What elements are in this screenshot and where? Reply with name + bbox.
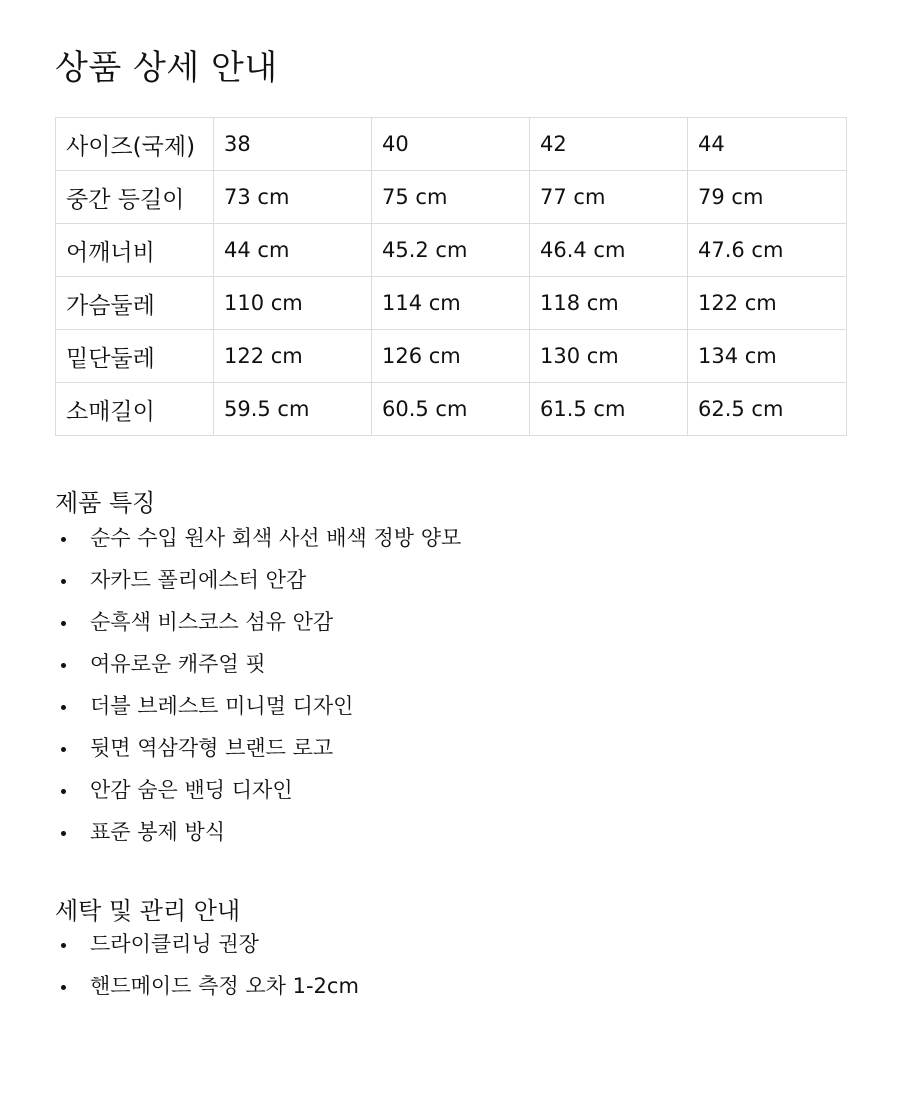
size-table-cell: 42 bbox=[530, 118, 688, 171]
list-item bbox=[55, 811, 845, 853]
bullet-dot-icon bbox=[61, 747, 66, 752]
size-table-row-label: 사이즈(국제) bbox=[56, 118, 214, 171]
size-table-cell: 134 cm bbox=[688, 330, 847, 383]
size-table-cell: 40 bbox=[372, 118, 530, 171]
page-title: 상품 상세 안내 bbox=[55, 48, 278, 88]
size-table-row bbox=[56, 118, 847, 171]
size-table-row-label: 어깨너비 bbox=[56, 224, 214, 277]
size-table-cell: 75 cm bbox=[372, 171, 530, 224]
size-table-row bbox=[56, 171, 847, 224]
size-table-row-label: 중간 등길이 bbox=[56, 171, 214, 224]
size-table-row bbox=[56, 383, 847, 436]
list-item-text: 드라이클리닝 권장 bbox=[90, 932, 259, 956]
bullet-dot-icon bbox=[61, 943, 66, 948]
size-table-cell: 38 bbox=[214, 118, 372, 171]
list-item bbox=[55, 643, 845, 685]
bullet-dot-icon bbox=[61, 705, 66, 710]
list-item-text: 순수 수입 원사 회색 사선 배색 정방 양모 bbox=[90, 526, 462, 550]
size-table-row-label: 소매길이 bbox=[56, 383, 214, 436]
list-item-text: 안감 숨은 밴딩 디자인 bbox=[90, 778, 293, 802]
list-item bbox=[55, 727, 845, 769]
list-item-text: 뒷면 역삼각형 브랜드 로고 bbox=[90, 736, 334, 760]
size-table-cell: 114 cm bbox=[372, 277, 530, 330]
list-item bbox=[55, 601, 845, 643]
size-table-row bbox=[56, 224, 847, 277]
features-title: 제품 특징 bbox=[55, 489, 156, 517]
size-table-cell: 59.5 cm bbox=[214, 383, 372, 436]
bullet-dot-icon bbox=[61, 663, 66, 668]
bullet-dot-icon bbox=[61, 789, 66, 794]
size-table-cell: 45.2 cm bbox=[372, 224, 530, 277]
list-item bbox=[55, 559, 845, 601]
size-table-cell: 44 cm bbox=[214, 224, 372, 277]
list-item bbox=[55, 517, 845, 559]
size-table-cell: 118 cm bbox=[530, 277, 688, 330]
list-item-text: 자카드 폴리에스터 안감 bbox=[90, 568, 307, 592]
bullet-dot-icon bbox=[61, 621, 66, 626]
care-title: 세탁 및 관리 안내 bbox=[55, 897, 241, 925]
size-table-row-label: 가슴둘레 bbox=[56, 277, 214, 330]
bullet-dot-icon bbox=[61, 831, 66, 836]
size-table-cell: 46.4 cm bbox=[530, 224, 688, 277]
bullet-dot-icon bbox=[61, 579, 66, 584]
features-list bbox=[55, 517, 845, 853]
list-item bbox=[55, 923, 845, 965]
size-table-cell: 62.5 cm bbox=[688, 383, 847, 436]
size-table-cell: 126 cm bbox=[372, 330, 530, 383]
size-table-row-label: 밑단둘레 bbox=[56, 330, 214, 383]
list-item bbox=[55, 685, 845, 727]
bullet-dot-icon bbox=[61, 537, 66, 542]
list-item-text: 여유로운 캐주얼 핏 bbox=[90, 652, 266, 676]
list-item bbox=[55, 965, 845, 1007]
list-item-text: 표준 봉제 방식 bbox=[90, 820, 226, 844]
list-item-text: 핸드메이드 측정 오차 1-2cm bbox=[90, 974, 359, 998]
list-item bbox=[55, 769, 845, 811]
list-item-text: 더블 브레스트 미니멀 디자인 bbox=[90, 694, 354, 718]
size-table-cell: 77 cm bbox=[530, 171, 688, 224]
size-table-row bbox=[56, 277, 847, 330]
size-table-body bbox=[56, 118, 847, 436]
bullet-dot-icon bbox=[61, 985, 66, 990]
size-table-cell: 130 cm bbox=[530, 330, 688, 383]
size-table-cell: 47.6 cm bbox=[688, 224, 847, 277]
size-table-cell: 60.5 cm bbox=[372, 383, 530, 436]
care-list bbox=[55, 923, 845, 1007]
size-table-cell: 73 cm bbox=[214, 171, 372, 224]
size-table-cell: 61.5 cm bbox=[530, 383, 688, 436]
size-table-cell: 110 cm bbox=[214, 277, 372, 330]
size-table bbox=[55, 117, 847, 436]
size-table-cell: 79 cm bbox=[688, 171, 847, 224]
size-table-cell: 122 cm bbox=[214, 330, 372, 383]
size-table-cell: 122 cm bbox=[688, 277, 847, 330]
size-table-cell: 44 bbox=[688, 118, 847, 171]
list-item-text: 순흑색 비스코스 섬유 안감 bbox=[90, 610, 334, 634]
size-table-row bbox=[56, 330, 847, 383]
